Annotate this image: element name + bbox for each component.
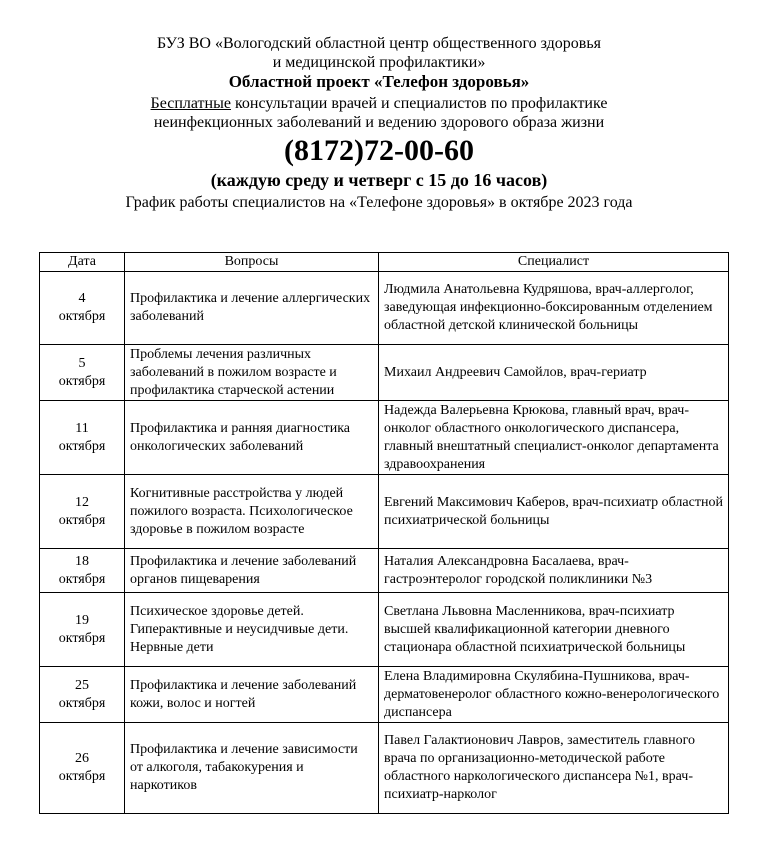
column-header-topics: Вопросы	[125, 253, 379, 272]
date-cell	[40, 475, 125, 549]
specialist-cell: Наталия Александровна Басалаева, врач-гастроэнтеролог городской поликлиники №3	[379, 549, 729, 593]
table-row	[40, 549, 729, 593]
description-line-2: неинфекционных заболеваний и ведению здорового образа жизни	[153, 114, 605, 131]
date-month: октября	[58, 309, 106, 324]
schedule-title: График работы специалистов на «Телефоне здоровья» в октябре 2023 года	[125, 194, 633, 211]
table-row	[40, 723, 729, 814]
specialist-cell: Надежда Валерьевна Крюкова, главный врач, врач-онколог областного онкологического диспансера, главный внештатный специалист-онколог департамента здравоохранения	[379, 401, 729, 475]
table-row	[40, 667, 729, 723]
table-row	[40, 401, 729, 475]
topic-cell: Когнитивные расстройства у людей пожилого возраста. Психологическое здоровье в пожилом возрасте	[125, 475, 379, 549]
date-day: 26	[75, 751, 89, 766]
date-day: 5	[78, 355, 86, 371]
date-month: октября	[58, 571, 106, 587]
specialist-cell: Павел Галактионович Лавров, заместитель главного врача по организационно-методической работе областного наркологического диспансера №1, врач-психиатр-нарколог	[379, 723, 729, 814]
topic-cell: Профилактика и лечение аллергических заболеваний	[125, 272, 379, 345]
table-row	[40, 593, 729, 667]
column-header-date: Дата	[40, 253, 125, 272]
organization-line-2: и медицинской профилактики»	[272, 54, 486, 71]
phone-number: (8172)72-00-60	[284, 134, 474, 167]
project-title: Областной проект «Телефон здоровья»	[228, 72, 530, 91]
description-line-1	[0, 94, 758, 113]
date-day: 25	[75, 677, 89, 693]
table-row	[40, 475, 729, 549]
schedule-table	[39, 252, 729, 814]
topic-cell: Профилактика и ранняя диагностика онкологических заболеваний	[125, 401, 379, 475]
date-month: октября	[58, 769, 106, 784]
topic-cell: Профилактика и лечение заболеваний кожи, волос и ногтей	[125, 667, 379, 723]
description-text: консультации врачей и специалистов по профилактике	[230, 95, 608, 112]
date-day: 18	[75, 553, 89, 569]
date-cell	[40, 723, 125, 814]
organization-line-1: БУЗ ВО «Вологодский областной центр общественного здоровья	[156, 35, 602, 52]
schedule-hours: (каждую среду и четверг с 15 до 16 часов)	[210, 170, 548, 190]
date-cell	[40, 667, 125, 723]
date-cell	[40, 549, 125, 593]
date-day: 12	[75, 494, 89, 510]
date-month: октября	[58, 512, 106, 528]
topic-cell: Профилактика и лечение зависимости от алкоголя, табакокурения и наркотиков	[125, 723, 379, 814]
specialist-cell: Михаил Андреевич Самойлов, врач-гериатр	[379, 345, 729, 401]
document-header	[0, 34, 758, 213]
table-header-row	[40, 253, 729, 272]
table-row	[40, 345, 729, 401]
date-month: октября	[58, 373, 106, 389]
topic-cell: Психическое здоровье детей. Гиперактивные и неусидчивые дети. Нервные дети	[125, 593, 379, 667]
date-cell	[40, 593, 125, 667]
date-day: 19	[75, 612, 89, 628]
topic-cell: Профилактика и лечение заболеваний органов пищеварения	[125, 549, 379, 593]
table-row	[40, 272, 729, 345]
date-month: октября	[58, 695, 106, 711]
specialist-cell: Евгений Максимович Каберов, врач-психиатр областной психиатрической больницы	[379, 475, 729, 549]
specialist-cell: Елена Владимировна Скулябина-Пушникова, врач-дерматовенеролог областного кожно-венерологического диспансера	[379, 667, 729, 723]
column-header-specialist: Специалист	[379, 253, 729, 272]
date-month: октября	[58, 438, 106, 454]
date-cell	[40, 272, 125, 345]
date-day: 4	[78, 291, 86, 306]
date-cell	[40, 401, 125, 475]
specialist-cell: Светлана Львовна Масленникова, врач-психиатр высшей квалификационной категории дневного стационара областной психиатрической больницы	[379, 593, 729, 667]
topic-cell: Проблемы лечения различных заболеваний в пожилом возрасте и профилактика старческой астении	[125, 345, 379, 401]
date-month: октября	[58, 630, 106, 646]
date-cell	[40, 345, 125, 401]
free-label: Бесплатные	[150, 95, 231, 112]
date-day: 11	[75, 420, 89, 436]
specialist-cell: Людмила Анатольевна Кудряшова, врач-аллерголог, заведующая инфекционно-боксированным отделением областной детской клинической больницы	[379, 272, 729, 345]
